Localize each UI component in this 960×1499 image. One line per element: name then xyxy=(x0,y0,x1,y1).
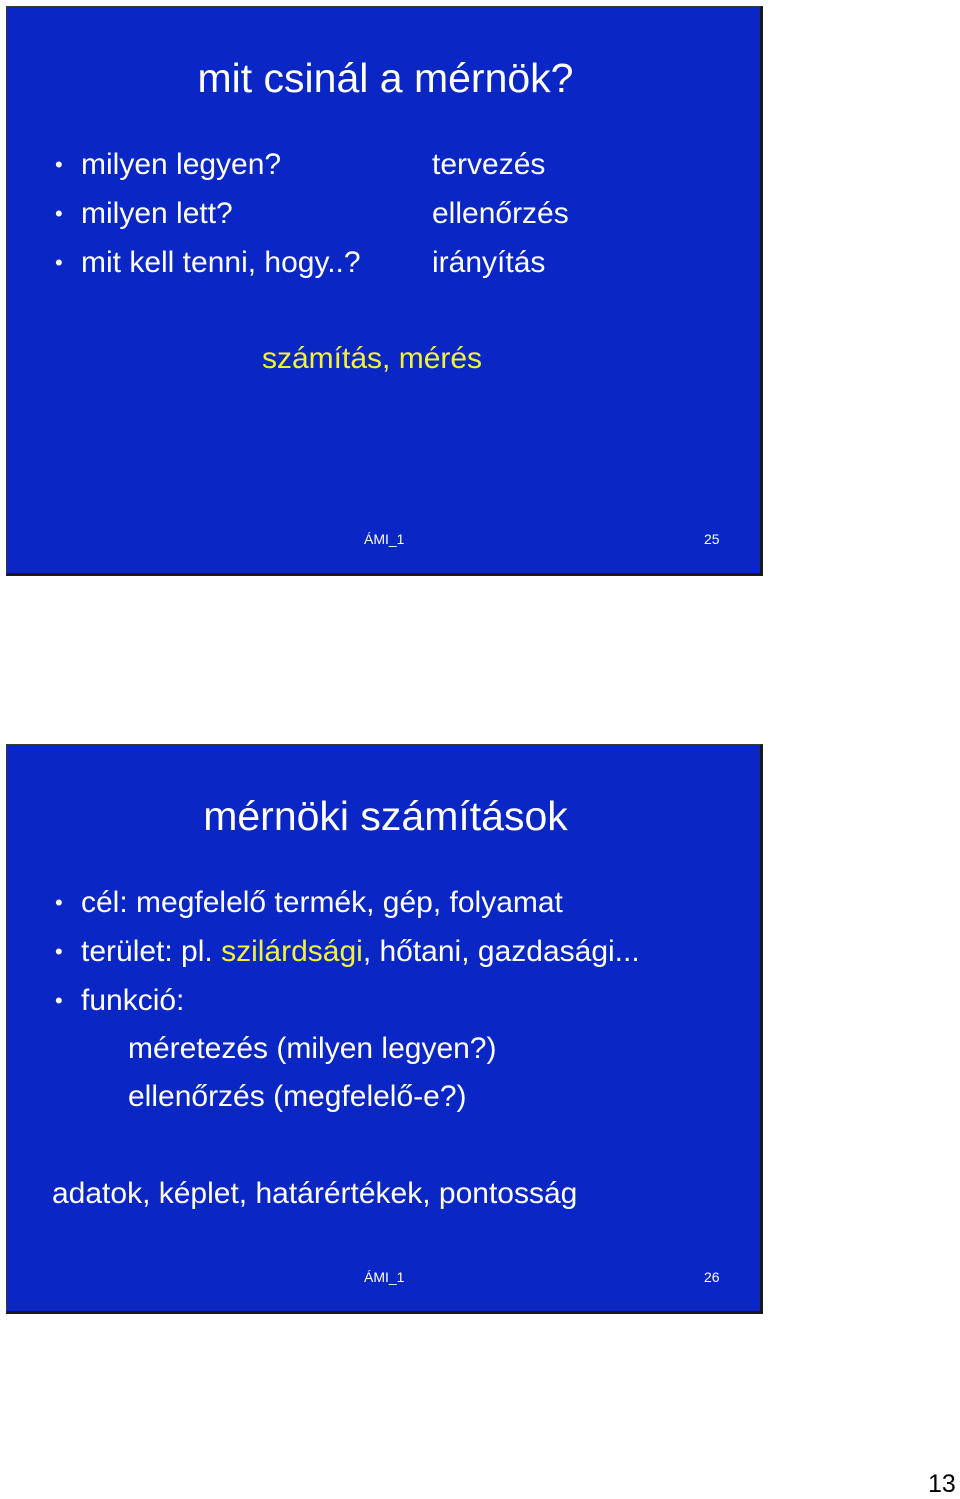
bullet-text-suffix: , hőtani, gazdasági... xyxy=(362,935,640,968)
summary-text: adatok, képlet, határértékek, pontosság xyxy=(52,1177,578,1210)
bullet-item xyxy=(55,934,640,970)
bullet-text: cél: megfelelő termék, gép, folyamat xyxy=(81,886,563,919)
bullet-icon: • xyxy=(55,201,63,226)
bullet-text: milyen lett? xyxy=(81,197,233,230)
bullet-item xyxy=(55,245,361,281)
slide-26 xyxy=(6,744,763,1314)
highlight-text: számítás, mérés xyxy=(262,342,483,375)
slide-number: 25 xyxy=(704,531,720,547)
bullet-item xyxy=(55,983,184,1019)
footer-label: ÁMI_1 xyxy=(364,531,405,547)
bullet-icon: • xyxy=(55,890,63,915)
sub-item: méretezés (milyen legyen?) xyxy=(128,1032,497,1065)
slide-25 xyxy=(6,6,763,576)
bullet-item xyxy=(55,885,563,921)
bullet-icon: • xyxy=(55,939,63,964)
sub-item: ellenőrzés (megfelelő-e?) xyxy=(128,1080,467,1113)
slide-title: mérnöki számítások xyxy=(203,793,568,839)
bullet-icon: • xyxy=(55,152,63,177)
bullet-icon: • xyxy=(55,250,63,275)
slide-title: mit csinál a mérnök? xyxy=(197,55,574,101)
activity-label: tervezés xyxy=(432,148,546,181)
slide-number: 26 xyxy=(704,1269,720,1285)
activity-label: ellenőrzés xyxy=(432,197,569,230)
bullet-text: funkció: xyxy=(81,984,185,1017)
page-number: 13 xyxy=(928,1470,956,1498)
bullet-item xyxy=(55,147,281,183)
bullet-text: mit kell tenni, hogy..? xyxy=(81,246,361,279)
footer-label: ÁMI_1 xyxy=(364,1269,405,1285)
activity-label: irányítás xyxy=(432,246,546,279)
bullet-highlight: szilárdsági xyxy=(221,935,363,968)
bullet-text-prefix: terület: pl. xyxy=(81,935,222,968)
bullet-item xyxy=(55,196,233,232)
bullet-icon: • xyxy=(55,988,63,1013)
bullet-text: milyen legyen? xyxy=(81,148,282,181)
